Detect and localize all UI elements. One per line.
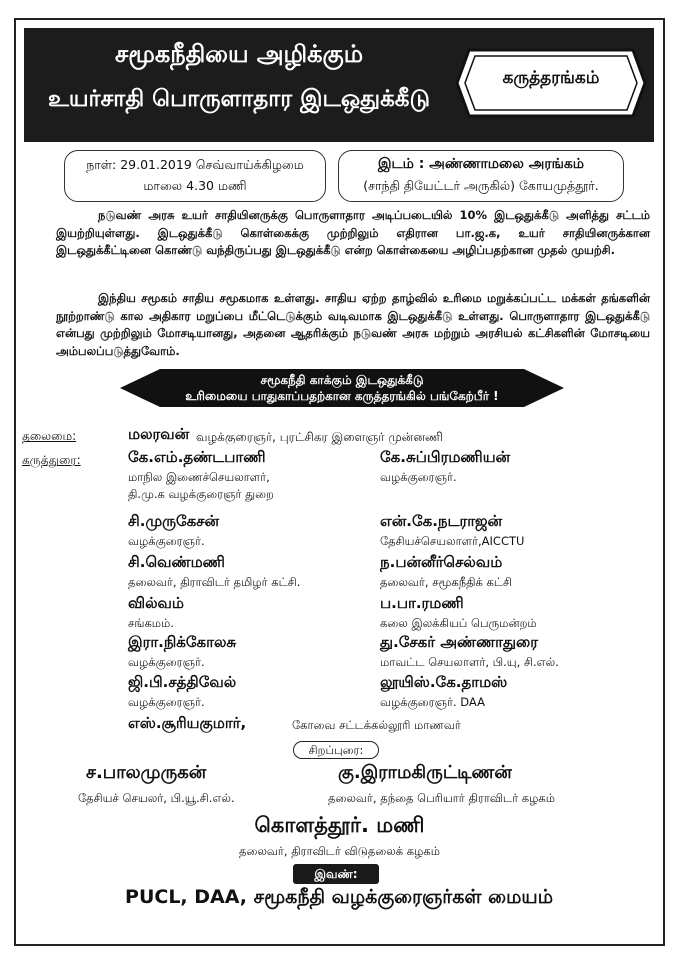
speaker-desc: வழக்குரைஞர். DAA: [380, 695, 485, 709]
venue-text: இடம் : அண்ணாமலை அரங்கம்: [377, 156, 585, 172]
speaker-desc: வழக்குரைஞர்.: [128, 534, 205, 548]
speaker-name: ஜி.பி.சத்திவேல்: [128, 673, 237, 691]
special-speaker-name: கு.இராமகிருட்டிணன்: [338, 762, 512, 783]
speaker-desc-2: தி.மு.க வழக்குரைஞர் துறை: [128, 487, 274, 501]
speaker-desc: தலைவர், திராவிடர் தமிழர் கட்சி.: [128, 575, 301, 589]
date-text: நாள்: 29.01.2019 செவ்வாய்க்கிழமை: [86, 157, 304, 172]
speaker-name: வில்வம்: [128, 594, 184, 612]
speaker-name: எஸ்.சூரியகுமார்,: [128, 714, 247, 732]
date-box: [64, 150, 326, 202]
speaker-name: கே.எம்.தண்டபாணி: [128, 448, 266, 466]
special-speaker-desc: தலைவர், திராவிடர் விடுதலைக் கழகம்: [238, 844, 440, 858]
intro-paragraph-1: நடுவண் அரசு உயர் சாதியினருக்கு பொருளாதார அடிப்படையில் 10% இடஒதுக்கீடு அளித்து சட்டம் இயற்றியுள்ளது. இடஒதுக்கீடு கொள்கைக்கு முற்றிலும் எதிரான பா.ஜ.க, உயர் சாதியினருக்கான இடஒதுக்கீட்டினை கொண்டு வந்திருப்பது இடஒதுக்கீடு என்ற கொள்கையை அழிப்பதற்கான முதல் முயற்சி.: [56, 208, 650, 257]
speaker-name: இரா.நிக்கோலசு: [128, 633, 237, 651]
title-line-2: உயர்சாதி பொருளாதார இடஒதுக்கீடு: [47, 86, 431, 112]
speaker-name: ந.பன்னீர்செல்வம்: [380, 553, 503, 571]
banner-line-2: உரிமையை பாதுகாப்பதற்கான கருத்தரங்கில் பங்கேற்பீர் !: [185, 389, 499, 403]
special-label: சிறப்புரை:: [293, 741, 379, 759]
speaker-desc: வழக்குரைஞர்.: [128, 695, 205, 709]
speaker-desc: மாவட்ட செயலாளர், பி.யு, சி.எல்.: [380, 655, 559, 669]
badge-label: கருத்தரங்கம்: [502, 68, 600, 88]
speaker-name: சி.வெண்மணி: [128, 553, 225, 571]
organizers-label: இவண்:: [293, 864, 379, 884]
speaker-desc: கோவை சட்டக்கல்லூரி மாணவர்: [292, 718, 461, 732]
special-speaker-desc: தலைவர், தந்தை பெரியார் திராவிடர் கழகம்: [328, 791, 555, 805]
speaker-name: என்.கே.நடராஜன்: [380, 512, 503, 530]
special-speaker-desc: தேசியச் செயலர், பி.யூ.சி.எல்.: [78, 791, 235, 805]
speaker-desc: வழக்குரைஞர்.: [380, 470, 457, 484]
special-speaker-name: ச.பாலமுருகன்: [86, 762, 207, 783]
speaker-name: லூயிஸ்.கே.தாமஸ்: [380, 673, 508, 691]
intro-paragraph-2: இந்திய சமூகம் சாதிய சமூகமாக உள்ளது. சாதிய ஏற்ற தாழ்வில் உரிமை மறுக்கப்பட்ட மக்கள் தங்களின் நூற்றாண்டு கால அதிகார மறுப்பை மீட்டெடுக்கும் வடிவமாக இடஒதுக்கீடு உள்ளது. பொருளாதார இடஒதுக்கீடு என்பது முற்றிலும் மோசடியானது, அதனை ஆதரிக்கும் நடுவண் அரசு மற்றும் அரசியல் கட்சிகளின் மோசடியை அம்பலப்படுத்துவோம்.: [56, 291, 650, 358]
speaker-desc: மாநில இணைச்செயலாளர்,: [128, 470, 270, 484]
speaker-name: சி.முருகேசன்: [128, 512, 220, 530]
speaker-desc: வழக்குரைஞர்.: [128, 655, 205, 669]
speaker-name: ப.பா.ரமணி: [380, 594, 464, 612]
speaker-desc: தலைவர், சமூகநீதிக் கட்சி: [380, 575, 513, 589]
venue-landmark: (சாந்தி தியேட்டர் அருகில்) கோயமுத்தூர்.: [363, 178, 599, 193]
time-text: மாலை 4.30 மணி: [143, 178, 247, 193]
speaker-desc: தேசியச்செயலாளர்,AICCTU: [380, 534, 525, 548]
organizers-text: PUCL, DAA, சமூகநீதி வழக்குரைஞர்கள் மையம்: [125, 886, 553, 908]
special-speaker-name: கொளத்தூர். மணி: [254, 813, 425, 837]
seminar-badge: [455, 46, 647, 120]
speaker-desc: கலை இலக்கியப் பெருமன்றம்: [380, 616, 537, 630]
speaker-name: து.சேகர் அண்ணாதுரை: [380, 633, 538, 651]
presiding-label: தலைமை:: [22, 429, 77, 443]
banner-line-1: சமூகநீதி காக்கும் இடஒதுக்கீடு: [260, 373, 424, 387]
speakers-label: கருத்துரை:: [22, 453, 81, 467]
venue-box: [338, 150, 624, 202]
call-banner: [120, 367, 564, 409]
presiding-name: மலரவன்: [128, 425, 190, 443]
speaker-desc: சங்கமம்.: [128, 616, 174, 630]
presiding-desc: வழக்குரைஞர், புரட்சிகர இளைஞர் முன்னணி: [196, 430, 443, 444]
title-line-1: சமூகநீதியை அழிக்கும்: [114, 40, 364, 68]
speaker-name: கே.சுப்பிரமணியன்: [380, 448, 511, 466]
